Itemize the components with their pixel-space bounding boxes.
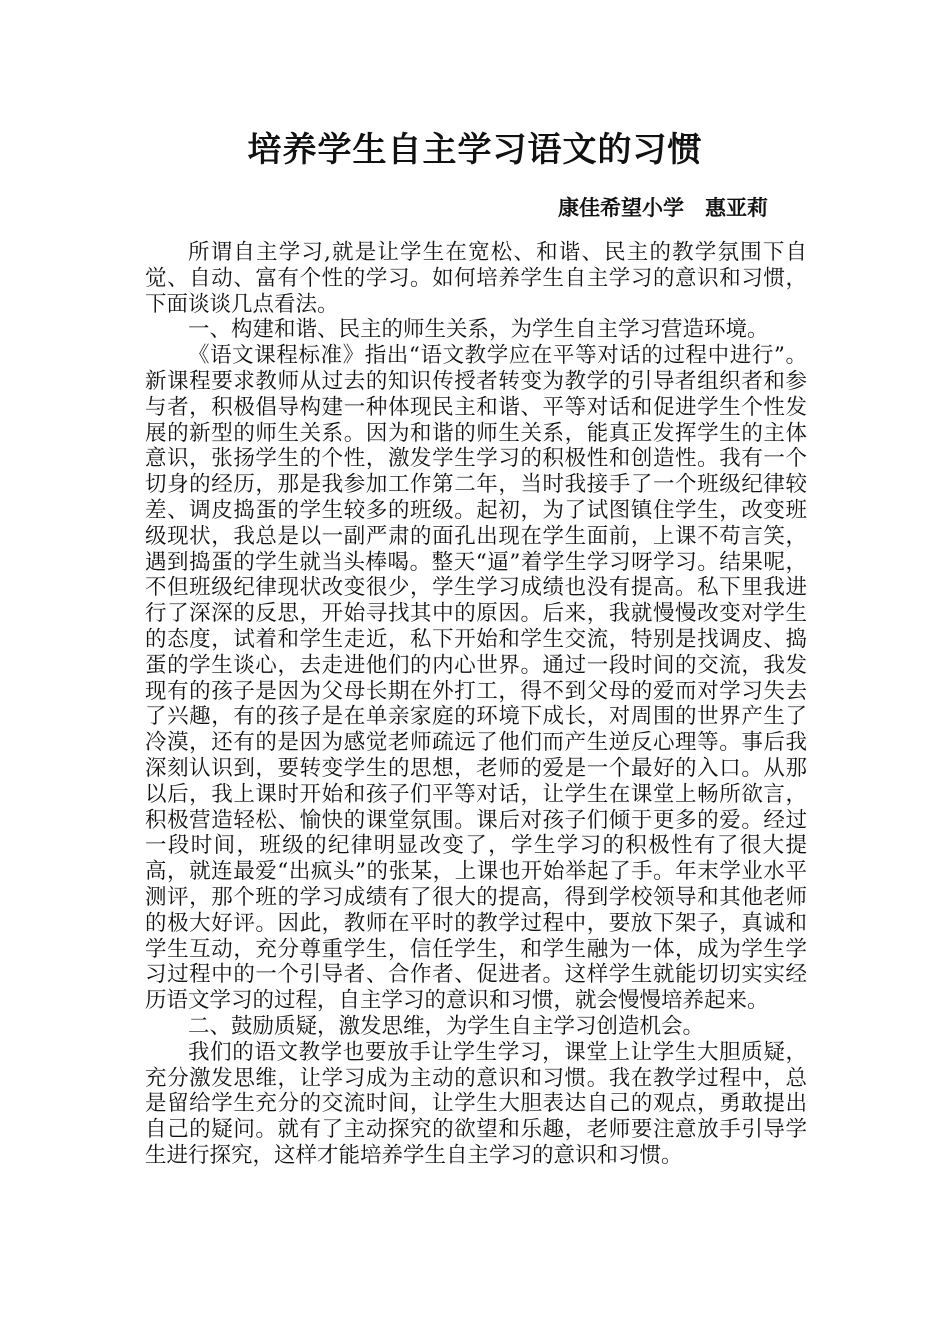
section-heading-1: 一、构建和谐、民主的师生关系，为学生自主学习营造环境。 <box>188 317 769 343</box>
paragraph-section-2: 我们的语文教学也要放手让学生学习，课堂上让学生大胆质疑，充分激发思维，让学习成为主动的意识和习惯。我在教学过程中，总是留给学生充分的交流时间，让学生大胆表达自己的观点，勇敢提出自己的疑问。就有了主动探究的欲望和乐趣，老师要注意放手引导学生进行探究，这样才能培养学生自主学习的意识和习惯。 <box>145 1039 807 1168</box>
section-heading-2: 二、鼓励质疑，激发思维，为学生自主学习创造机会。 <box>188 1013 705 1039</box>
author-line: 康佳希望小学 惠亚莉 <box>558 195 768 220</box>
paragraph-section-1: 《语文课程标准》指出“语文教学应在平等对话的过程中进行”。新课程要求教师从过去的知识传授者转变为教学的引导者组织者和参与者，积极倡导构建一种体现民主和谐、平等对话和促进学生个性发展的新型的师生关系。因为和谐的师生关系，能真正发挥学生的主体意识，张扬学生的个性，激发学生学习的积极性和创造性。我有一个切身的经历，那是我参加工作第二年，当时我接手了一个班级纪律较差、调皮捣蛋的学生较多的班级。起初，为了试图镇住学生，改变班级现状，我总是以一副严肃的面孔出现在学生面前，上课不苟言笑，遇到捣蛋的学生就当头棒喝。整天“逼”着学生学习呀学习。结果呢，不但班级纪律现状改变很少，学生学习成绩也没有提高。私下里我进行了深深的反思，开始寻找其中的原因。后来，我就慢慢改变对学生的态度，试着和学生走近，私下开始和学生交流，特别是找调皮、捣蛋的学生谈心，去走进他们的内心世界。通过一段时间的交流，我发现有的孩子是因为父母长期在外打工，得不到父母的爱而对学习失去了兴趣，有的孩子是在单亲家庭的环境下成长，对周围的世界产生了冷漠，还有的是因为感觉老师疏远了他们而产生逆反心理等。事后我深刻认识到，要转变学生的思想，老师的爱是一个最好的入口。从那以后，我上课时开始和孩子们平等对话，让学生在课堂上畅所欲言，积极营造轻松、愉快的课堂氛围。课后对孩子们倾于更多的爱。经过一段时间，班级的纪律明显改变了，学生学习的积极性有了很大提高，就连最爱“出疯头”的张某，上课也开始举起了手。年末学业水平测评，那个班的学习成绩有了很大的提高，得到学校领导和其他老师的极大好评。因此，教师在平时的教学过程中，要放下架子，真诚和学生互动，充分尊重学生，信任学生，和学生融为一体，成为学生学习过程中的一个引导者、合作者、促进者。这样学生就能切切实实经历语文学习的过程，自主学习的意识和习惯，就会慢慢培养起来。 <box>145 343 807 1014</box>
document-body <box>145 240 807 1169</box>
paragraph-intro: 所谓自主学习,就是让学生在宽松、和谐、民主的教学氛围下自觉、自动、富有个性的学习。如何培养学生自主学习的意识和习惯，下面谈谈几点看法。 <box>145 240 807 317</box>
document-title: 培养学生自主学习语文的习惯 <box>247 130 703 170</box>
